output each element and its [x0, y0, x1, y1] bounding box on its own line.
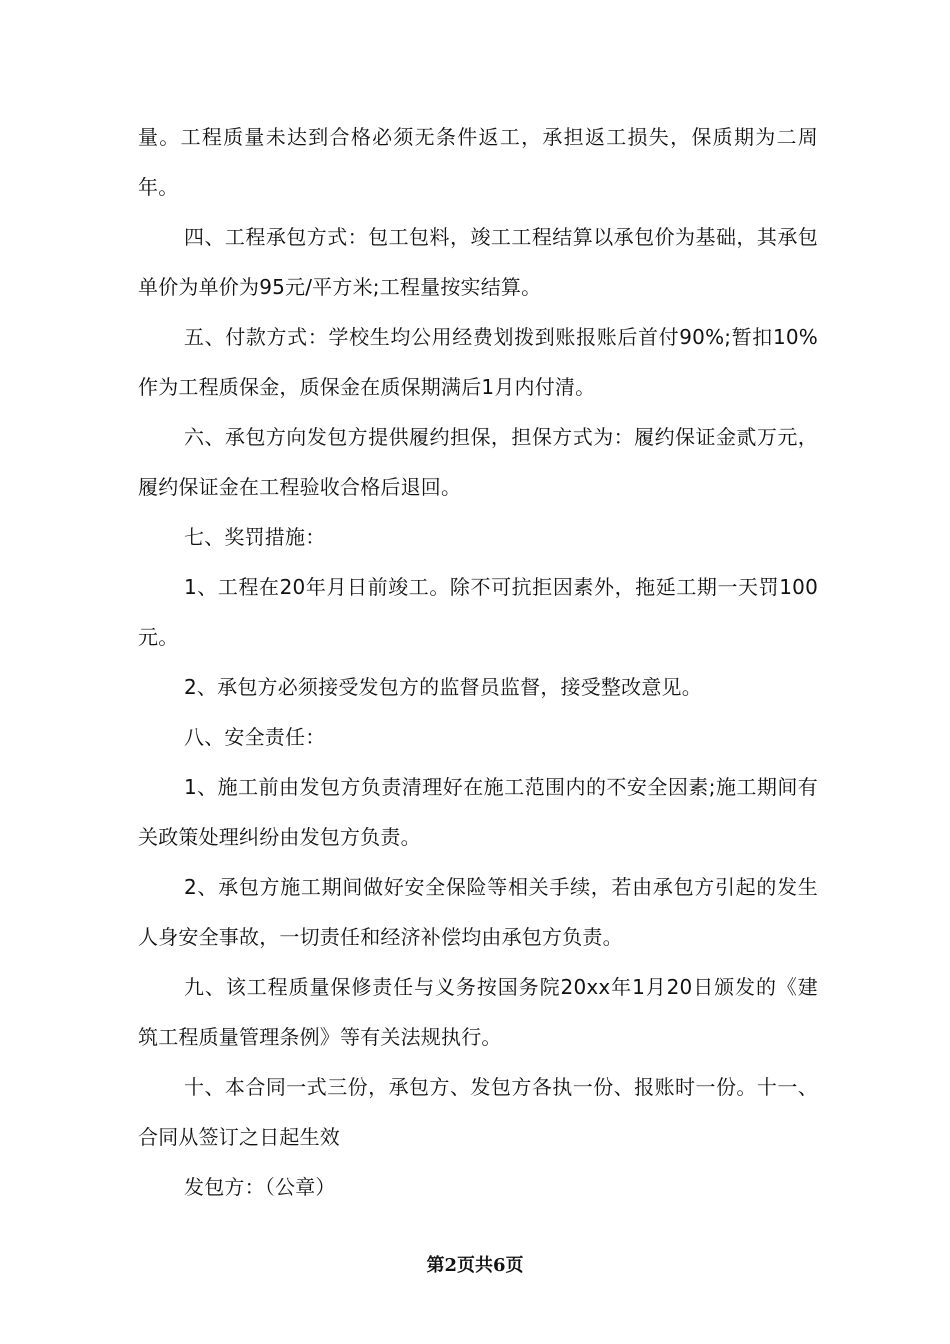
page-number-footer: 第2页共6页: [426, 1255, 524, 1276]
paragraph-payment-method: 五、付款方式：学校生均公用经费划拨到账报账后首付90%;暂扣10%作为工程质保金，质保金在质保期满后1月内付清。: [138, 325, 818, 399]
paragraph-reward-penalty-2: 2、承包方必须接受发包方的监督员监督，接受整改意见。: [184, 675, 702, 699]
paragraph-employer-seal: 发包方：（公章）: [184, 1175, 336, 1199]
paragraph-copies-effective: 十、本合同一式三份，承包方、发包方各执一份、报账时一份。十一、合同从签订之日起生效: [138, 1075, 818, 1149]
paragraph-safety-heading: 八、安全责任：: [184, 725, 326, 749]
paragraph-contract-method: 四、工程承包方式：包工包料，竣工工程结算以承包价为基础，其承包单价为单价为95元/平方米;工程量按实结算。: [138, 225, 818, 299]
document-body: [138, 112, 818, 1212]
paragraph-warranty: 九、该工程质量保修责任与义务按国务院20xx年1月20日颁发的《建筑工程质量管理条例》等有关法规执行。: [138, 975, 818, 1049]
paragraph-reward-penalty-heading: 七、奖罚措施：: [184, 525, 326, 549]
paragraph-performance-guarantee: 六、承包方向发包方提供履约担保，担保方式为：履约保证金贰万元，履约保证金在工程验收合格后退回。: [138, 425, 818, 499]
paragraph-safety-1: 1、施工前由发包方负责清理好在施工范围内的不安全因素;施工期间有关政策处理纠纷由发包方负责。: [138, 775, 818, 849]
paragraph-safety-2: 2、承包方施工期间做好安全保险等相关手续，若由承包方引起的发生人身安全事故，一切责任和经济补偿均由承包方负责。: [138, 875, 818, 949]
paragraph-reward-penalty-1: 1、工程在20年月日前竣工。除不可抗拒因素外，拖延工期一天罚100元。: [138, 575, 818, 649]
paragraph-quality-continued: 量。工程质量未达到合格必须无条件返工，承担返工损失，保质期为二周年。: [138, 125, 818, 199]
